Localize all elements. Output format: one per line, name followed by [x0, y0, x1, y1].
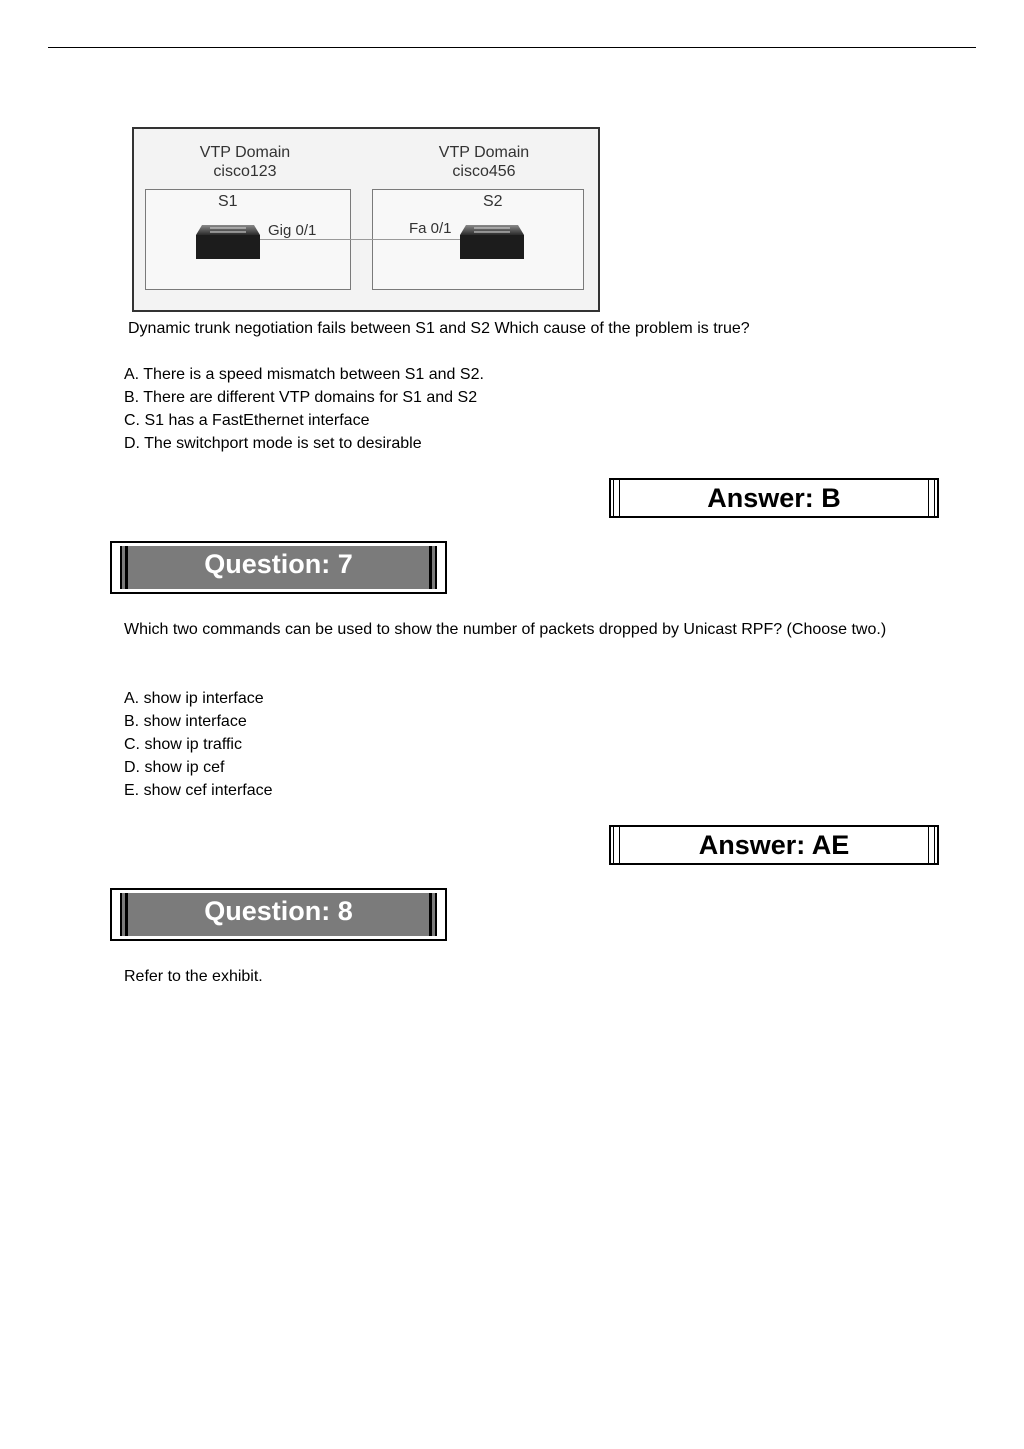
q6-option-a: A. There is a speed mismatch between S1 and S2. [124, 366, 484, 383]
q7-header [110, 541, 447, 594]
q7-option-b: B. show interface [124, 713, 247, 730]
q6-option-b: B. There are different VTP domains for S1 and S2 [124, 389, 478, 406]
left-domain-name: cisco123 [213, 163, 277, 180]
q7-header-label: Question: 7 [204, 549, 353, 579]
q7-answer: Answer: AE [698, 830, 850, 860]
s1-switch-icon [196, 221, 260, 259]
q8-header-label: Question: 8 [204, 896, 353, 926]
right-domain-label [409, 143, 559, 181]
q6-options [124, 363, 484, 455]
q7-answer-box [609, 825, 939, 865]
left-domain-title: VTP Domain [199, 144, 291, 161]
link-line [260, 239, 460, 240]
q6-answer-box [609, 478, 939, 518]
q7-option-e: E. show cef interface [124, 782, 273, 799]
right-domain-title: VTP Domain [438, 144, 530, 161]
q6-answer: Answer: B [707, 483, 841, 513]
q7-option-c: C. show ip traffic [124, 736, 242, 753]
right-domain-name: cisco456 [452, 163, 516, 180]
q7-option-d: D. show ip cef [124, 759, 225, 776]
exhibit-figure [132, 127, 600, 312]
s1-label: S1 [218, 193, 238, 210]
q6-question: Dynamic trunk negotiation fails between S1 and S2 Which cause of the problem is true? [128, 320, 750, 337]
q6-option-c: C. S1 has a FastEthernet interface [124, 412, 370, 429]
header-rule [48, 47, 976, 48]
q8-header [110, 888, 447, 941]
s2-switch-icon [460, 221, 524, 259]
q7-options [124, 687, 273, 802]
q7-question: Which two commands can be used to show the number of packets dropped by Unicast RPF? (Choose two.) [124, 621, 887, 638]
q7-option-a: A. show ip interface [124, 690, 264, 707]
q6-option-d: D. The switchport mode is set to desirable [124, 435, 422, 452]
s2-port-label: Fa 0/1 [409, 220, 452, 237]
s1-port-label: Gig 0/1 [268, 222, 317, 239]
s2-label: S2 [483, 193, 503, 210]
q8-question: Refer to the exhibit. [124, 968, 263, 985]
left-domain-label [170, 143, 320, 181]
